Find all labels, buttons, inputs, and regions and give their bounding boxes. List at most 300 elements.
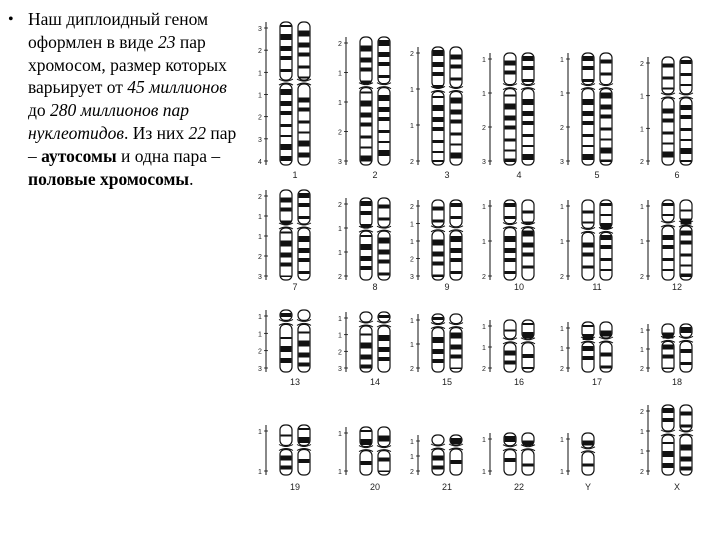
chromosome-band: [681, 425, 692, 428]
ideogram-number: 1: [338, 316, 342, 323]
chromosome-band: [433, 96, 444, 98]
chromosome-band: [379, 107, 390, 112]
chromosome-band: [523, 134, 534, 137]
chromosome-band: [281, 34, 292, 40]
chromosome-band: [281, 241, 292, 247]
ideogram-number: 1: [258, 92, 262, 100]
chromatid-arm: [600, 89, 612, 165]
ideogram-number: 2: [482, 125, 486, 132]
chromosome-band: [281, 101, 292, 106]
chromosome-band: [663, 119, 674, 123]
chromosome-band: [379, 150, 390, 156]
chromosome-band: [281, 276, 292, 278]
chromosome-band: [299, 236, 310, 242]
bullet: •: [8, 11, 14, 28]
chromosome-band: [451, 203, 462, 207]
chromosome-label: 7: [292, 282, 298, 292]
ideogram-number: 3: [258, 26, 262, 33]
text-run: Наш диплоидный геном оформлен в виде: [28, 9, 209, 52]
chromosome-label: X: [673, 482, 681, 492]
chromosome-band: [361, 113, 372, 118]
chromosome-band: [379, 130, 390, 133]
chromosome-band: [523, 441, 534, 446]
chromosome-band: [299, 258, 310, 262]
chromatid-arm: [504, 343, 516, 372]
chromosome-band: [663, 143, 674, 145]
chromosome-band: [583, 56, 594, 61]
ideogram-number: 1: [482, 204, 486, 211]
chromosome-band: [505, 236, 516, 242]
chromatid-arm: [522, 450, 534, 475]
chromosome-band: [505, 248, 516, 253]
chromosome-band: [433, 252, 444, 257]
chromatid-arm: [582, 200, 594, 228]
chromosome-band: [299, 66, 310, 69]
chromosome-band: [281, 56, 292, 60]
chromosome-band: [451, 98, 462, 104]
ideogram-number: 1: [410, 87, 414, 94]
ideogram-number: 3: [338, 159, 342, 166]
chromosome-band: [681, 210, 692, 212]
chromosome-band: [505, 61, 516, 66]
chromosome-band: [663, 109, 674, 114]
chromosome-band: [505, 458, 516, 462]
ideogram-number: 1: [560, 91, 564, 98]
chromosome-band: [601, 73, 612, 76]
chromatid-arm: [432, 449, 444, 475]
chromosome-band: [583, 154, 594, 160]
chromosome-band: [681, 254, 692, 257]
chromosome-band: [299, 428, 310, 430]
ideogram-number: 2: [640, 469, 644, 476]
chromosome-band: [601, 223, 612, 229]
chromosome-band: [361, 334, 372, 336]
chromosome-band: [663, 132, 674, 135]
ideogram-number: 2: [482, 366, 486, 373]
chromosome-band: [281, 435, 292, 437]
chromosome-band: [681, 160, 692, 162]
chromosome-band: [433, 62, 444, 67]
chromosome-band: [663, 451, 674, 457]
chromosome-label: 12: [671, 282, 683, 292]
chromosome-band: [451, 271, 462, 274]
chromosome-band: [361, 123, 372, 127]
chromosome-band: [281, 135, 292, 137]
chromosome-band: [451, 368, 462, 370]
chromosome-band: [583, 325, 594, 327]
chromosome-band: [379, 471, 390, 473]
chromatid-arm: [298, 310, 310, 320]
chromosome-label: 9: [444, 282, 450, 292]
ideogram-number: 2: [640, 159, 644, 166]
chromosome-band: [361, 355, 372, 360]
chromosome-band: [433, 349, 444, 354]
chromosome-band: [379, 62, 390, 66]
ideogram-number: 1: [410, 342, 414, 349]
chromosome-band: [299, 459, 310, 463]
chromosome-band: [433, 160, 444, 162]
ideogram-number: 2: [410, 366, 414, 373]
text-run: и одна пара –: [116, 145, 221, 166]
chromosome-band: [379, 335, 390, 341]
chromatid-arm: [378, 198, 390, 227]
chromosome-band: [361, 101, 372, 107]
chromosome-band: [663, 368, 674, 370]
chromosome-band: [433, 117, 444, 122]
ideogram-number: 1: [338, 469, 342, 476]
ideogram-number: 1: [482, 345, 486, 352]
chromosome-band: [505, 116, 516, 121]
chromosome-band: [361, 439, 372, 445]
chromosome-band: [681, 84, 692, 86]
chromosome-band: [681, 445, 692, 451]
chromosome-band: [379, 218, 390, 221]
chromosome-band: [379, 458, 390, 462]
chromosome-pair: [640, 405, 693, 492]
text-run: до: [28, 100, 51, 121]
chromosome-pair: [640, 57, 693, 180]
chromosome-band: [523, 231, 534, 237]
ideogram-number: 3: [410, 274, 414, 281]
chromosome-band: [601, 258, 612, 261]
ideogram-number: 3: [560, 159, 564, 166]
ideogram-number: 1: [640, 449, 644, 456]
chromosome-band: [523, 56, 534, 61]
chromosome-band: [361, 244, 372, 250]
ideogram-number: 1: [338, 250, 342, 257]
chromosome-band: [379, 75, 390, 78]
chromosome-band: [299, 271, 310, 274]
chromosome-band: [583, 222, 594, 224]
chromosome-band: [433, 207, 444, 211]
chromosome-label: 11: [592, 282, 602, 292]
chromatid-arm: [360, 231, 372, 280]
ideogram-number: 1: [410, 318, 414, 325]
chromosome-band: [379, 273, 390, 276]
chromosome-band: [663, 88, 674, 90]
ideogram-number: 1: [338, 431, 342, 438]
ideogram-number: 1: [482, 239, 486, 246]
chromosome-band: [361, 147, 372, 149]
chromosome-band: [299, 31, 310, 37]
max-size-text: 280 миллионов пар нуклеотидов: [28, 100, 189, 143]
ideogram-number: 1: [482, 57, 486, 64]
chromosome-band: [505, 139, 516, 142]
chromosome-pair: [640, 200, 693, 292]
ideogram-number: 1: [560, 437, 564, 444]
chromosome-band: [583, 121, 594, 125]
ideogram-number: 1: [640, 93, 644, 101]
chromosome-band: [663, 245, 674, 249]
chromosome-band: [505, 159, 516, 163]
chromosome-pair: [410, 200, 463, 292]
text-run: пар хромосом, размер которых варьирует от: [28, 31, 227, 98]
chromosome-band: [505, 95, 516, 97]
chromosome-band: [601, 160, 612, 163]
chromosome-band: [681, 73, 692, 76]
chromosome-band: [433, 220, 444, 223]
chromosome-band: [601, 214, 612, 216]
ideogram-number: 1: [410, 239, 414, 246]
chromosome-band: [299, 341, 310, 347]
chromatid-arm: [504, 450, 516, 475]
ideogram-number: 3: [258, 274, 262, 281]
chromosome-band: [361, 365, 372, 369]
chromosome-band: [523, 367, 534, 369]
chromosome-band: [505, 104, 516, 110]
chromosome-band: [361, 201, 372, 206]
chromosome-pair: [258, 425, 311, 492]
chromosome-band: [299, 98, 310, 103]
chromosome-label: 17: [591, 377, 603, 387]
chromosome-band: [523, 323, 534, 325]
chromosome-band: [523, 253, 534, 257]
chromosome-label: 18: [671, 377, 683, 387]
chromosome-band: [361, 430, 372, 432]
chromosome-band: [523, 222, 534, 224]
chromosome-band: [281, 198, 292, 203]
chromosome-band: [523, 332, 534, 338]
ideogram-number: 2: [560, 274, 564, 281]
chromosome-band: [379, 250, 390, 255]
chromosome-band: [281, 156, 292, 161]
chromosome-band: [663, 355, 674, 359]
chromosome-band: [505, 71, 516, 75]
chromosome-label: 14: [369, 377, 381, 387]
chromosome-band: [583, 99, 594, 105]
ideogram-number: 2: [258, 348, 262, 356]
chromosome-band: [379, 436, 390, 442]
ideogram-number: 2: [338, 129, 342, 137]
chromosome-band: [281, 263, 292, 267]
chromosome-band: [299, 216, 310, 219]
ideogram-number: 1: [640, 204, 644, 211]
chromosome-band: [299, 77, 310, 79]
chromosome-label: 2: [372, 170, 378, 180]
ideogram-number: 1: [410, 454, 414, 461]
chromosome-band: [523, 79, 534, 82]
chromosome-band: [379, 40, 390, 46]
chromosome-band: [583, 111, 594, 116]
chromosome-band: [681, 231, 692, 236]
chromosome-band: [281, 111, 292, 115]
chromosome-band: [451, 438, 462, 444]
ideogram-number: 2: [410, 159, 414, 166]
chromosome-band: [299, 121, 310, 124]
chromosome-band: [663, 152, 674, 158]
ideogram-number: 1: [482, 469, 486, 476]
chromosome-band: [601, 203, 612, 206]
chromosome-pair: [560, 322, 613, 387]
chromosome-band: [299, 43, 310, 48]
chromosome-band: [523, 111, 534, 116]
ideogram-number: 2: [482, 274, 486, 281]
chromosome-label: 5: [594, 170, 600, 180]
ideogram-number: 1: [640, 239, 644, 246]
chromosome-band: [281, 466, 292, 470]
chromosome-band: [299, 363, 310, 367]
chromosome-band: [299, 193, 310, 198]
chromosome-band: [523, 66, 534, 70]
chromosome-label: 19: [289, 482, 301, 492]
chromatid-arm: [432, 200, 444, 227]
chromosome-band: [601, 128, 612, 131]
chromosome-band: [681, 362, 692, 365]
chromosome-band: [433, 456, 444, 461]
chromosome-pair: [482, 433, 535, 492]
ideogram-number: 2: [410, 204, 414, 211]
chromosome-label: 22: [513, 482, 525, 492]
chromosome-band: [451, 78, 462, 81]
pair-count-text: 23: [157, 31, 176, 52]
ideogram-number: 1: [640, 347, 644, 354]
ideogram-number: 1: [560, 57, 564, 64]
chromosome-pair: [258, 190, 311, 292]
ideogram-number: 1: [258, 314, 262, 321]
ideogram-number: 1: [258, 469, 262, 476]
chromosome-band: [583, 253, 594, 257]
chromosome-band: [299, 153, 310, 158]
chromosome-pair: [258, 310, 311, 387]
chromosome-band: [361, 266, 372, 270]
chromosome-label: Y: [584, 482, 592, 492]
chromatid-arm: [662, 226, 674, 280]
chromosome-band: [451, 333, 462, 339]
chromosome-band: [583, 134, 594, 137]
chromosome-band: [681, 60, 692, 64]
chromosome-band: [451, 55, 462, 60]
ideogram-number: 1: [258, 214, 262, 221]
chromosome-band: [601, 60, 612, 64]
chromosome-band: [663, 77, 674, 80]
chromosome-band: [281, 346, 292, 352]
chromosome-band: [681, 148, 692, 154]
text-block: [8, 8, 240, 190]
chromosome-band: [505, 203, 516, 207]
chromosome-band: [451, 236, 462, 242]
chromosome-band: [681, 457, 692, 462]
chromosome-band: [681, 105, 692, 110]
chromosome-band: [601, 353, 612, 357]
chromosome-label: 15: [441, 377, 453, 387]
chromosome-band: [663, 269, 674, 271]
ideogram-number: 1: [338, 332, 342, 340]
karyotype-figure: [248, 10, 710, 500]
chromosome-band: [281, 124, 292, 127]
chromosome-pair: [560, 200, 613, 292]
chromosome-pair: [640, 324, 693, 387]
chromosome-band: [451, 110, 462, 115]
chromosome-band: [361, 461, 372, 465]
chromosome-band: [451, 248, 462, 253]
chromosome-band: [451, 460, 462, 464]
chromosome-band: [681, 412, 692, 416]
chromosome-band: [583, 243, 594, 248]
chromatid-arm: [432, 435, 444, 445]
ideogram-number: 1: [560, 204, 564, 211]
chromosome-band: [663, 345, 674, 350]
chromosome-band: [451, 355, 462, 359]
chromosome-band: [505, 330, 516, 332]
chromosome-band: [523, 121, 534, 125]
ideogram-number: 1: [560, 239, 564, 246]
chromosome-pair: [482, 200, 535, 292]
ideogram-number: 1: [560, 469, 564, 476]
chromosome-band: [361, 58, 372, 63]
ideogram-number: 2: [338, 349, 342, 357]
chromosome-band: [281, 456, 292, 461]
chromosome-band: [505, 216, 516, 219]
chromosome-band: [583, 266, 594, 269]
chromosome-label: 16: [513, 377, 525, 387]
ideogram-number: 3: [482, 159, 486, 166]
chromosome-band: [433, 127, 444, 131]
chromosome-band: [663, 203, 674, 206]
chromosome-band: [299, 437, 310, 443]
ideogram-number: 1: [482, 91, 486, 98]
chromatid-arm: [504, 53, 516, 85]
chromosome-band: [281, 253, 292, 258]
chromosome-band: [505, 258, 516, 262]
chromosome-band: [361, 92, 372, 94]
chromosome-band: [433, 240, 444, 246]
ideogram-number: 3: [258, 366, 262, 373]
chromosome-band: [361, 235, 372, 237]
sex-chromosomes-term: половые хромосомы: [28, 168, 190, 189]
chromosome-band: [433, 466, 444, 470]
chromosome-band: [299, 332, 310, 334]
chromosome-band: [601, 93, 612, 99]
ideogram-number: 3: [258, 136, 262, 144]
chromosome-band: [361, 136, 372, 139]
chromosome-band: [361, 343, 372, 349]
chromosome-band: [681, 274, 692, 278]
ideogram-number: 2: [258, 254, 262, 261]
chromosome-band: [681, 349, 692, 353]
chromatid-arm: [582, 452, 594, 475]
chromosome-band: [299, 141, 310, 147]
chromosome-band: [281, 25, 292, 27]
chromosome-band: [523, 145, 534, 147]
chromosome-band: [505, 271, 516, 274]
chromosome-band: [299, 248, 310, 253]
chromosome-pair: [338, 198, 391, 292]
chromosome-band: [379, 52, 390, 57]
chromatid-arm: [360, 312, 372, 322]
text-run: . Из них: [123, 122, 189, 143]
ideogram-number: 1: [410, 123, 414, 130]
chromosome-band: [523, 154, 534, 160]
chromosome-band: [433, 50, 444, 56]
chromosome-band: [523, 266, 534, 269]
chromosome-band: [379, 260, 390, 264]
chromosome-band: [433, 275, 444, 278]
ideogram-number: 2: [410, 51, 414, 58]
chromosome-band: [299, 132, 310, 134]
chromosome-band: [523, 99, 534, 105]
chromosome-band: [433, 140, 444, 143]
chromosome-band: [281, 313, 292, 317]
ideogram-number: 2: [560, 366, 564, 373]
chromosome-band: [361, 68, 372, 72]
chromosome-band: [523, 211, 534, 214]
chromatid-arm: [680, 341, 692, 372]
ideogram-number: 2: [560, 125, 564, 132]
ideogram-number: 2: [640, 409, 644, 416]
chromosome-band: [601, 269, 612, 271]
chromosome-label: 13: [289, 377, 301, 387]
chromosome-pair: [410, 314, 463, 387]
